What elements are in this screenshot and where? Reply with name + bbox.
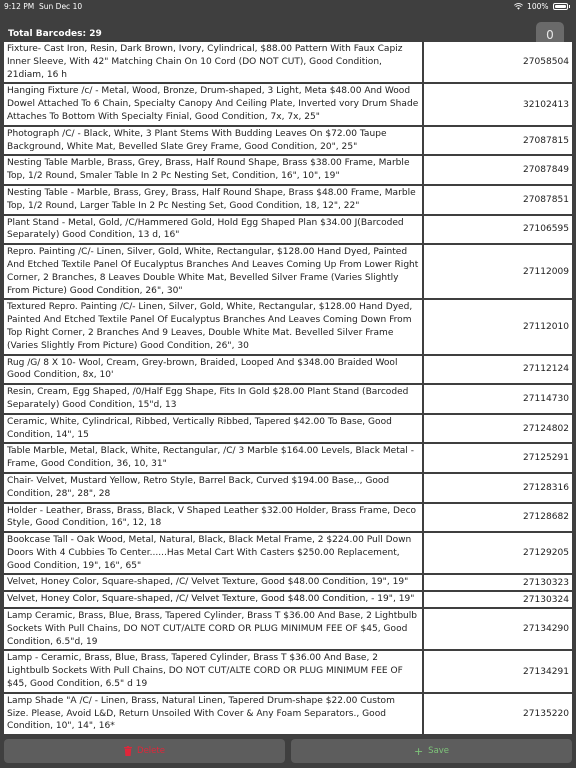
item-description: Photograph /C/ - Black, White, 3 Plant Stems With Budding Leaves On $72.00 Taupe Background, White Mat, Bevelled Slate Grey Frame, Good Condition, 20", 25" bbox=[4, 127, 424, 155]
item-barcode: 27130323 bbox=[522, 577, 569, 588]
item-barcode: 32102413 bbox=[522, 99, 569, 110]
delete-label: Delete bbox=[137, 746, 165, 756]
item-description: Velvet, Honey Color, Square-shaped, /C/ Velvet Texture, Good $48.00 Condition, - 19", 19" bbox=[4, 592, 424, 607]
item-description: Chair- Velvet, Mustard Yellow, Retro Style, Barrel Back, Curved $194.00 Base,., Good Condition, 28", 28", 28 bbox=[4, 474, 424, 502]
item-barcode: 27087849 bbox=[522, 165, 569, 176]
status-bar bbox=[0, 0, 576, 12]
list-item[interactable] bbox=[4, 216, 572, 246]
delete-button[interactable] bbox=[4, 739, 285, 763]
item-description: Velvet, Honey Color, Square-shaped, /C/ Velvet Texture, Good $48.00 Condition, 19", 19" bbox=[4, 575, 424, 590]
list-item[interactable] bbox=[4, 127, 572, 157]
count-badge[interactable]: 0 bbox=[536, 22, 564, 48]
item-barcode: 27134291 bbox=[522, 666, 569, 677]
battery-icon bbox=[553, 3, 568, 10]
battery-tip bbox=[569, 5, 571, 8]
status-time-date bbox=[4, 2, 82, 11]
list-item[interactable] bbox=[4, 356, 572, 386]
item-description: Nesting Table Marble, Brass, Grey, Brass, Half Round Shape, Brass $38.00 Frame, Marble Top, 1/2 Round, Smaler Table In 2 Pc Nesting Set, Condition, 16", 10", 19" bbox=[4, 156, 424, 184]
wifi-icon bbox=[514, 3, 523, 10]
item-description: Rug /G/ 8 X 10- Wool, Cream, Grey-brown, Braided, Looped And $348.00 Braided Wool Good Condition, 8x, 10' bbox=[4, 356, 424, 384]
item-description: Repro. Painting /C/- Linen, Silver, Gold, White, Rectangular, $128.00 Hand Dyed, Painted And Etched Textile Panel Of Eucalyptus Branches And Leaves Coming Up From Lower Right Corner, 2 Branches, 8 Leaves Double White Mat, Bevelled Silver Frame (Varies Slightly From Picture) Good Condition, 26", 30" bbox=[4, 245, 424, 298]
item-description: Nesting Table - Marble, Brass, Grey, Brass, Half Round Shape, Brass $48.00 Frame, Marble Top, 1/2 Round, Larger Table In 2 Pc Nesting Set, Good Condition, 18, 12", 22" bbox=[4, 186, 424, 214]
list-item[interactable] bbox=[4, 415, 572, 445]
item-barcode: 27112124 bbox=[522, 364, 569, 375]
item-barcode: 27112009 bbox=[522, 266, 569, 277]
barcode-list[interactable] bbox=[4, 42, 572, 735]
item-barcode: 27128682 bbox=[522, 512, 569, 523]
battery-percent: 100% bbox=[527, 2, 549, 11]
list-item[interactable] bbox=[4, 694, 572, 735]
trash-icon bbox=[124, 746, 132, 756]
item-description: Textured Repro. Painting /C/- Linen, Silver, Gold, White, Rectangular, $128.00 Hand Dyed, Painted And Etched Textile Panel Of Eucalyptus Branches And Leaves Coming Down From Top Right Corner, 2 Branches And 9 Leaves, Double White Mat. Bevelled Silver Frame (Varies Slightly From Picture) Good Condition, 26", 30 bbox=[4, 300, 424, 353]
list-item[interactable] bbox=[4, 575, 572, 592]
item-barcode: 27125291 bbox=[522, 453, 569, 464]
status-right bbox=[514, 2, 570, 11]
list-item[interactable] bbox=[4, 651, 572, 693]
item-description: Table Marble, Metal, Black, White, Rectangular, /C/ 3 Marble $164.00 Levels, Black Metal - Frame, Good Condition, 36, 10, 31" bbox=[4, 444, 424, 472]
total-barcodes-label: Total Barcodes: 29 bbox=[8, 29, 102, 39]
list-item[interactable] bbox=[4, 42, 572, 84]
list-item[interactable] bbox=[4, 186, 572, 216]
item-barcode: 27128316 bbox=[522, 482, 569, 493]
item-description: Hanging Fixture /c/ - Metal, Wood, Bronze, Drum-shaped, 3 Light, Meta $48.00 And Wood Dowel Attached To 6 Chain, Specialty Canopy And Ceiling Plate, Inverted vory Drum Shade Attaches To Bottom With Specialty Finial, Good Condition, 7x, 7x, 25" bbox=[4, 84, 424, 124]
item-description: Lamp Ceramic, Brass, Blue, Brass, Tapered Cylinder, Brass T $36.00 And Base, 2 Lightbulb Sockets With Pull Chains, DO NOT CUT/ALTE CORD OR PLUG MINIMUM FEE OF $45, Good Condition, 6.5"d, 19 bbox=[4, 609, 424, 649]
item-description: Resin, Cream, Egg Shaped, /0/Half Egg Shape, Fits In Gold $28.00 Plant Stand (Barcoded Separately) Good Condition, 15"d, 13 bbox=[4, 385, 424, 413]
item-barcode: 27129205 bbox=[522, 548, 569, 559]
status-date: Sun Dec 10 bbox=[39, 2, 83, 11]
list-item[interactable] bbox=[4, 533, 572, 575]
item-description: Bookcase Tall - Oak Wood, Metal, Natural, Black, Black Metal Frame, 2 $224.00 Pull Down Doors With 4 Cubbies To Center......Has Metal Cart With Casters $250.00 Replacement, Good Condition, 19", 16", 65" bbox=[4, 533, 424, 573]
list-item[interactable] bbox=[4, 385, 572, 415]
plus-icon: + bbox=[413, 744, 424, 758]
header bbox=[0, 12, 576, 42]
item-description: Holder - Leather, Brass, Brass, Black, V Shaped Leather $32.00 Holder, Brass Frame, Deco Style, Good Condition, 16", 12, 18 bbox=[4, 504, 424, 532]
list-item[interactable] bbox=[4, 245, 572, 300]
item-barcode: 27087851 bbox=[522, 194, 569, 205]
item-barcode: 27124802 bbox=[522, 423, 569, 434]
item-barcode: 27135220 bbox=[522, 709, 569, 720]
list-item[interactable] bbox=[4, 84, 572, 126]
list-item[interactable] bbox=[4, 444, 572, 474]
list-item[interactable] bbox=[4, 609, 572, 651]
list-item[interactable] bbox=[4, 504, 572, 534]
item-description: Fixture- Cast Iron, Resin, Dark Brown, Ivory, Cylindrical, $88.00 Pattern With Faux Capiz Inner Sleeve, With 42" Matching Chain On 10 Cord (DO NOT CUT), Good Condition, 21diam, 16 h bbox=[4, 42, 424, 82]
status-time: 9:12 PM bbox=[4, 2, 35, 11]
list-item[interactable] bbox=[4, 592, 572, 609]
item-description: Lamp Shade "A /C/ - Linen, Brass, Natural Linen, Tapered Drum-shape $22.00 Custom Size. Please, Avoid L&D, Return Unsoiled With Cover & Any Foam Separators., Good Condition, 10", 14", 16* bbox=[4, 694, 424, 734]
item-barcode: 27087815 bbox=[522, 135, 569, 146]
item-description: Plant Stand - Metal, Gold, /C/Hammered Gold, Hold Egg Shaped Plan $34.00 J(Barcoded Separately) Good Condition, 13 d, 16" bbox=[4, 216, 424, 244]
item-barcode: 27112010 bbox=[522, 321, 569, 332]
item-barcode: 27106595 bbox=[522, 224, 569, 235]
list-item[interactable] bbox=[4, 474, 572, 504]
item-barcode: 27130324 bbox=[522, 594, 569, 605]
save-label: Save bbox=[428, 746, 450, 756]
footer-toolbar bbox=[0, 736, 576, 768]
list-item[interactable] bbox=[4, 300, 572, 355]
item-description: Lamp - Ceramic, Brass, Blue, Brass, Tapered Cylinder, Brass T $36.00 And Base, 2 Lightbulb Sockets With Pull Chains, DO NOT CUT/ALTE CORD OR PLUG MINIMUM FEE OF $45, Good Condition, 6.5" d 19 bbox=[4, 651, 424, 691]
item-barcode: 27058504 bbox=[522, 57, 569, 68]
list-item[interactable] bbox=[4, 156, 572, 186]
item-barcode: 27134290 bbox=[522, 624, 569, 635]
item-barcode: 27114730 bbox=[522, 393, 569, 404]
save-button[interactable] bbox=[291, 739, 572, 763]
item-description: Ceramic, White, Cylindrical, Ribbed, Vertically Ribbed, Tapered $42.00 To Base, Good Condition, 14", 15 bbox=[4, 415, 424, 443]
